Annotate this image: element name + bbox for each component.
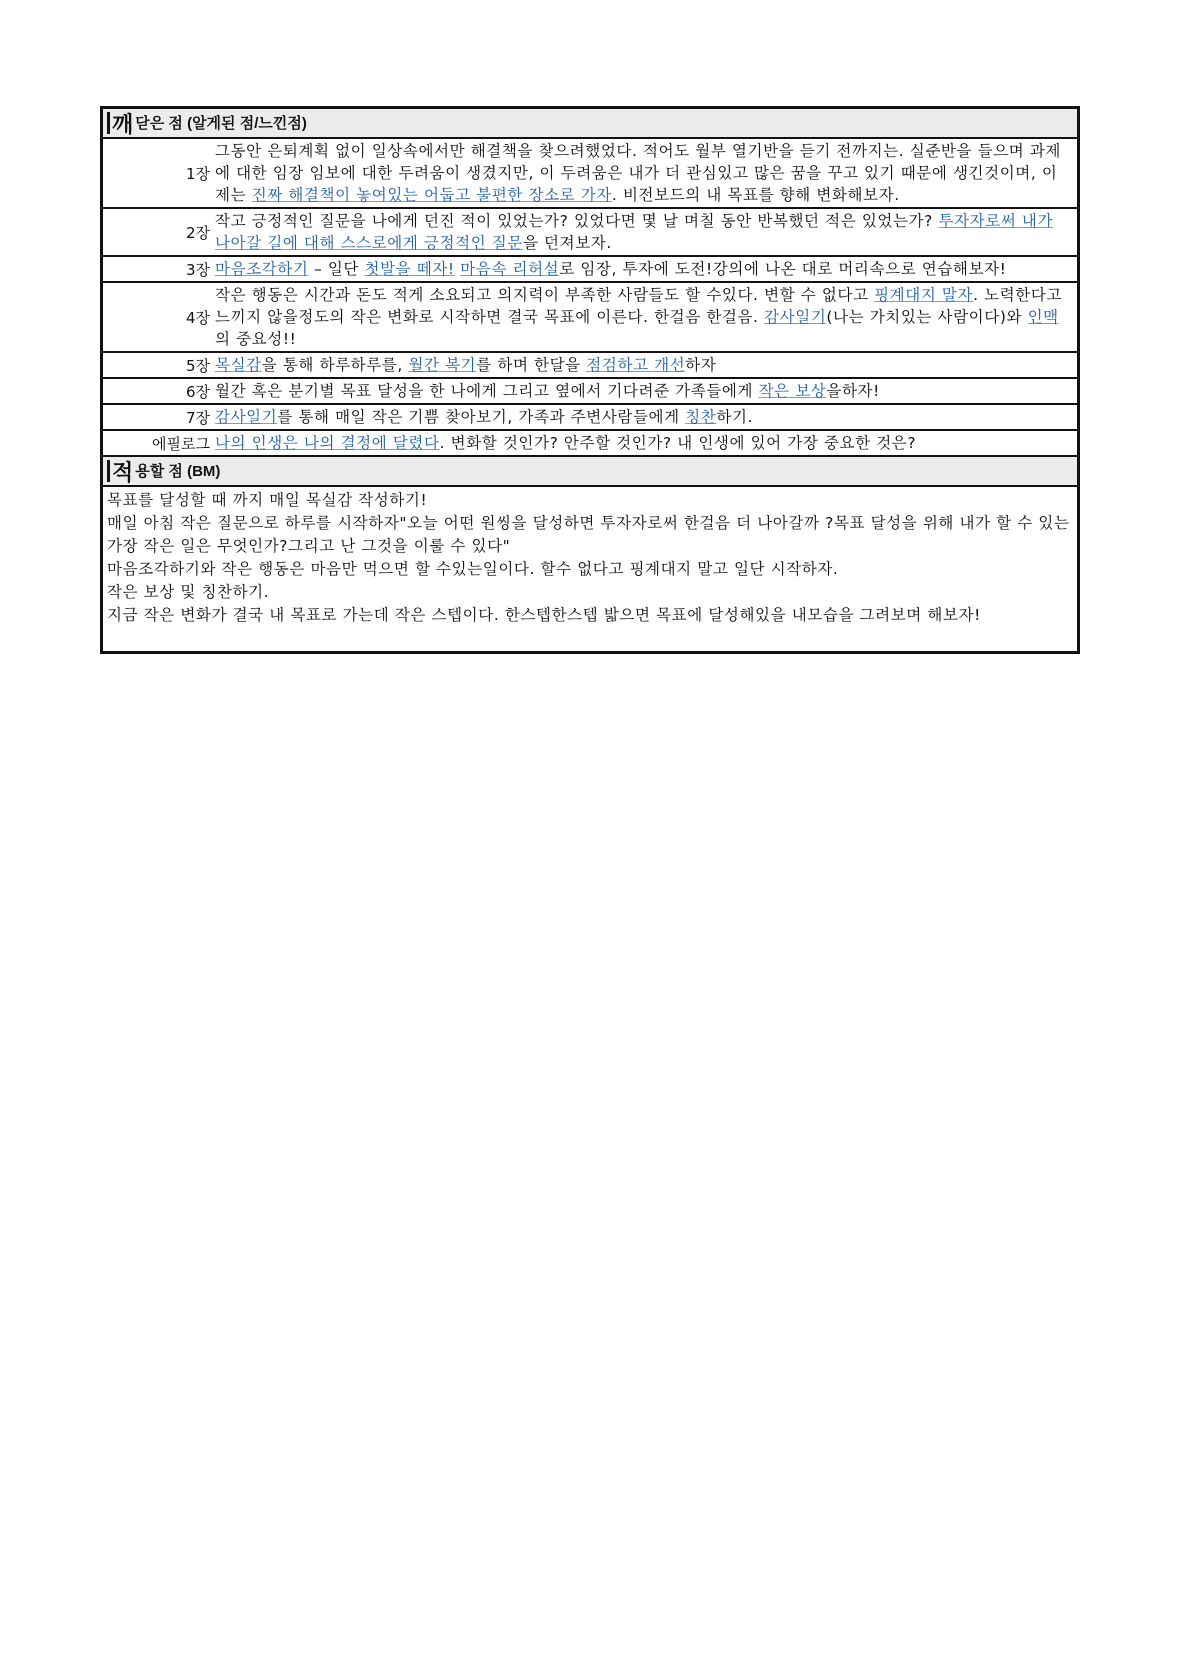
- text-segment: 그동안 은퇴계획 없이 일상속에서만 해결책을 찾으려했었다. 적어도 월부 열기반을 듣기 전까지는. 실준반을 들으며 과제에 대한 임장 임보에 대한 두려움이 생겼지만, 이 두려움은 내가 더 관심있고 많은 꿈을 꾸고 있기 때문에 생긴것이며, 이제는: [215, 142, 1061, 204]
- text-segment: 을하자!: [826, 382, 880, 400]
- chapter-text: [213, 283, 1077, 351]
- apply-line: 매일 아침 작은 질문으로 하루를 시작하자"오늘 어떤 원씽을 달성하면 투자자로써 한걸음 더 나아갈까 ?목표 달성을 위해 내가 할 수 있는 가장 작은 일은 무엇인가?그리고 난 그것을 이룰 수 있다": [107, 514, 1070, 555]
- text-segment: 을 통해 하루하루를,: [261, 356, 409, 374]
- apply-list: [103, 487, 1077, 651]
- text-segment: . 노력한다고 느끼지 않을정도의 작은 변화로 시작하면 결국 목표에 이른다. 한걸음 한걸음.: [215, 286, 1062, 326]
- chapter-text: [213, 209, 1077, 255]
- header-initial: 깨: [112, 112, 134, 137]
- chapter-row: [103, 257, 1077, 283]
- chapter-text: [213, 379, 1077, 403]
- text-segment: 로 임장, 투자에 도전!강의에 나온 대로 머리속으로 연습해보자!: [559, 260, 1007, 278]
- text-segment: 을 던져보자.: [522, 234, 612, 252]
- chapter-text: [213, 405, 1077, 429]
- chapter-row: [103, 209, 1077, 257]
- chapter-label: 4장: [185, 308, 210, 327]
- chapter-label: 2장: [185, 223, 210, 242]
- chapter-label: 1장: [185, 164, 210, 183]
- chapter-text: [213, 257, 1077, 281]
- text-segment: 월간 혹은 분기별 목표 달성을 한 나에게 그리고 옆에서 기다려준 가족들에게: [215, 382, 759, 400]
- chapter-label: 6장: [185, 382, 210, 401]
- apply-line: 지금 작은 변화가 결국 내 목표로 가는데 작은 스텝이다. 한스텝한스텝 밟으면 목표에 달성해있을 내모습을 그려보며 해보자!: [107, 606, 981, 624]
- highlight-text: 진짜 해결책이 놓여있는 어둡고 불편한 장소로 가자: [251, 186, 612, 204]
- highlight-text: 점검하고 개선: [586, 356, 686, 374]
- text-segment: 를 통해 매일 작은 기쁨 찾아보기, 가족과 주변사람들에게: [277, 408, 686, 426]
- highlight-text: 투자자로써 내가 나아갈 길에 대해 스스로에게 긍정적인 질문: [215, 212, 1054, 252]
- chapter-row: [103, 405, 1077, 431]
- highlight-text: 감사일기: [764, 308, 827, 326]
- text-segment: 작은 행동은 시간과 돈도 적게 소요되고 의지력이 부족한 사람들도 할 수있다. 변할 수 없다고: [215, 286, 875, 304]
- text-segment: 작고 긍정적인 질문을 나에게 던진 적이 있었는가? 있었다면 몇 날 며칠 동안 반복했던 적은 있었는가?: [215, 212, 939, 230]
- text-segment: – 일단: [308, 260, 365, 278]
- text-segment: 하자: [685, 356, 717, 374]
- highlight-text: 첫발을 떼자!: [364, 260, 455, 278]
- chapter-row: [103, 139, 1077, 209]
- section-header-learned: [103, 109, 1077, 139]
- text-segment: 의 중요성!!: [215, 330, 297, 348]
- apply-line: 목표를 달성할 때 까지 매일 목실감 작성하기!: [107, 491, 428, 509]
- header-title: 닫은 점 (알게된 점/느낀점): [135, 115, 307, 132]
- chapter-row: [103, 431, 1077, 457]
- highlight-text: 칭찬: [685, 408, 717, 426]
- header-bar: [107, 112, 110, 134]
- apply-line: 마음조각하기와 작은 행동은 마음만 먹으면 할 수있는일이다. 할수 없다고 핑계대지 말고 일단 시작하자.: [107, 560, 839, 578]
- text-segment: 를 하며 한달을: [476, 356, 587, 374]
- chapter-label: 5장: [185, 356, 210, 375]
- highlight-text: 작은 보상: [758, 382, 827, 400]
- chapter-text: [213, 431, 1077, 455]
- chapter-row: [103, 353, 1077, 379]
- chapter-row: [103, 283, 1077, 353]
- header-initial: 적: [112, 460, 134, 485]
- highlight-text: 나의 인생은 나의 결정에 달렸다: [215, 434, 440, 452]
- chapter-row: [103, 379, 1077, 405]
- chapter-label: 에필로그: [152, 434, 210, 453]
- apply-line: 작은 보상 및 칭찬하기.: [107, 583, 270, 601]
- chapter-text: [213, 353, 1077, 377]
- text-segment: 하기.: [716, 408, 754, 426]
- highlight-text: 핑계대지 말자: [874, 286, 974, 304]
- header-title: 용할 점 (BM): [135, 463, 221, 480]
- highlight-text: 마음속 리허설: [460, 260, 560, 278]
- text-segment: (나는 가치있는 사람이다)와: [826, 308, 1028, 326]
- highlight-text: 감사일기: [215, 408, 278, 426]
- text-segment: . 변화할 것인가? 안주할 것인가? 내 인생에 있어 가장 중요한 것은?: [439, 434, 917, 452]
- header-bar: [107, 460, 110, 482]
- review-document: [100, 106, 1080, 654]
- highlight-text: 인맥: [1027, 308, 1059, 326]
- section-header-apply: [103, 457, 1077, 487]
- highlight-text: 월간 복기: [408, 356, 477, 374]
- highlight-text: 마음조각하기: [215, 260, 309, 278]
- text-segment: . 비전보드의 내 목표를 향해 변화해보자.: [611, 186, 900, 204]
- chapter-text: [213, 139, 1077, 207]
- chapter-rows: [103, 139, 1077, 457]
- chapter-label: 7장: [185, 408, 210, 427]
- highlight-text: 목실감: [215, 356, 262, 374]
- chapter-label: 3장: [185, 260, 210, 279]
